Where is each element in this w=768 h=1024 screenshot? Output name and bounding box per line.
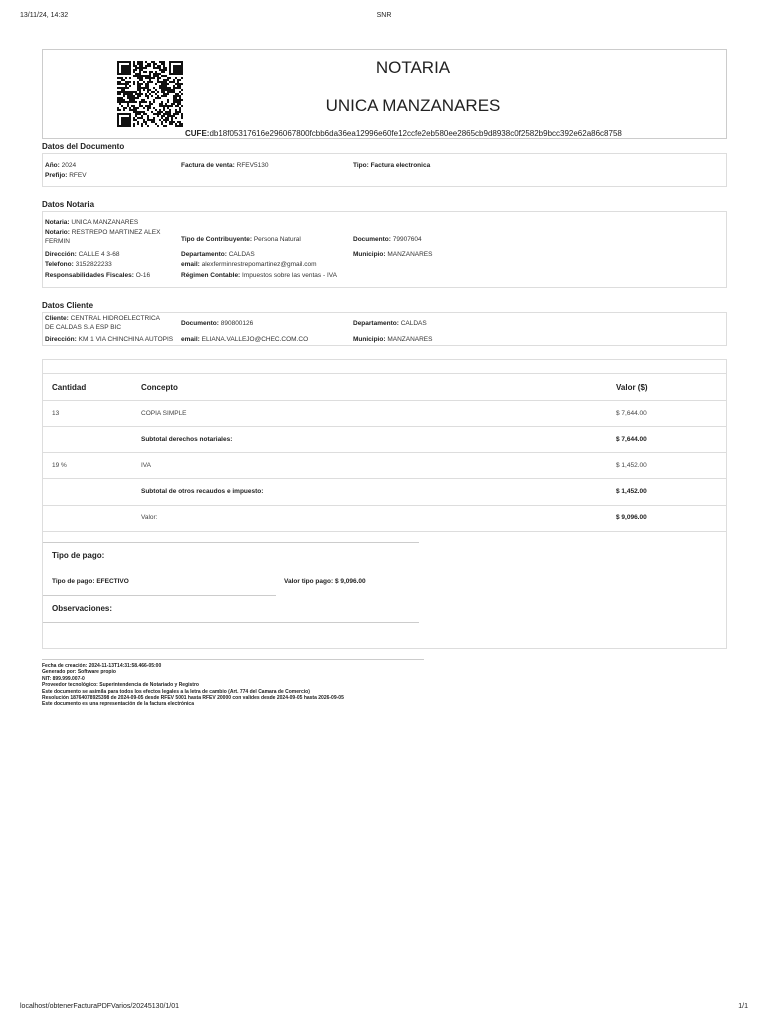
meta-representacion: Este documento es una representación de la factura electrónica <box>42 701 194 708</box>
notaria-name: UNICA MANZANARES <box>325 96 501 115</box>
divider <box>43 542 419 543</box>
cliente-box <box>42 312 727 346</box>
documento-prefijo: Prefijo: RFEV <box>45 172 87 179</box>
table-row <box>43 505 726 506</box>
print-page: 1/1 <box>738 1003 748 1010</box>
row5-concepto: Valor: <box>141 514 158 521</box>
tipo-pago: Tipo de pago: EFECTIVO <box>52 578 129 585</box>
notaria-nombre: Notaria: UNICA MANZANARES <box>45 219 139 226</box>
col-valor: Valor ($) <box>616 383 648 392</box>
print-header <box>20 12 748 22</box>
cliente-documento: Documento: 890800126 <box>181 320 254 327</box>
cufe-value: db18f05317616e296067800fcbb6da36ea12996e60fe12ccfe2eb580ee2865cb9d8938c0f2582b9bcc392e62a86c8758 <box>209 129 622 138</box>
meta-nit: NIT: 899.999.007-0 <box>42 675 85 682</box>
valor-tipo-pago: Valor tipo pago: $ 9,096.00 <box>284 578 366 585</box>
documento-box <box>42 153 727 187</box>
notaria-direccion: Dirección: CALLE 4 3-68 <box>45 251 120 258</box>
row3-valor: $ 1,452.00 <box>616 462 647 469</box>
col-concepto: Concepto <box>141 383 178 392</box>
print-datetime: 13/11/24, 14:32 <box>20 12 69 19</box>
meta-letra-cambio: Este documento se asimila para todos los efectos legales a la letra de cambio (Art. 774 del Camara de Comercio) <box>42 688 310 695</box>
section-title-documento: Datos del Documento <box>42 142 125 151</box>
table-top-line <box>43 373 726 374</box>
items-table <box>42 359 727 649</box>
table-row <box>43 452 726 453</box>
notaria-departamento: Departamento: CALDAS <box>181 251 255 258</box>
notaria-notario: Notario: RESTREPO MARTINEZ ALEX FERMIN <box>45 229 161 245</box>
meta-generado: Generado por: Software propio <box>42 669 116 676</box>
notaria-box <box>42 211 727 288</box>
section-title-notaria: Datos Notaria <box>42 200 95 209</box>
row1-valor: $ 7,644.00 <box>616 410 647 417</box>
notaria-regimen: Régimen Contable: Impuestos sobre las ventas - IVA <box>181 272 337 279</box>
tipo-pago-title: Tipo de pago: <box>52 551 105 560</box>
cliente-municipio: Municipio: MANZANARES <box>353 336 433 343</box>
table-row <box>43 400 726 401</box>
table-bottom-line <box>43 531 726 532</box>
print-title: SNR <box>376 12 392 19</box>
row3-concepto: IVA <box>141 462 151 469</box>
row2-valor: $ 7,644.00 <box>616 436 647 443</box>
notaria-contribuyente: Tipo de Contribuyente: Persona Natural <box>181 236 301 243</box>
row1-cantidad: 13 <box>52 410 60 417</box>
meta-divider <box>42 659 424 660</box>
section-title-cliente: Datos Cliente <box>42 301 94 310</box>
cliente-nombre: Cliente: CENTRAL HIDROELECTRICA DE CALDAS S.A ESP BIC <box>45 315 160 331</box>
invoice-header <box>42 49 727 139</box>
notaria-responsabilidades: Responsabilidades Fiscales: O-16 <box>45 272 151 279</box>
notaria-telefono: Telefono: 3152822233 <box>45 261 112 268</box>
cliente-email: email: ELIANA.VALLEJO@CHEC.COM.CO <box>181 336 309 343</box>
documento-tipo: Tipo: Factura electronica <box>353 162 431 169</box>
table-row <box>43 478 726 479</box>
cliente-direccion: Dirección: KM 1 VIA CHINCHINA AUTOPIS <box>45 336 174 343</box>
print-url: localhost/obtenerFacturaPDFVarios/20245130/1/01 <box>20 1003 180 1010</box>
row1-concepto: COPIA SIMPLE <box>141 410 187 417</box>
row4-valor: $ 1,452.00 <box>616 488 647 495</box>
divider <box>43 595 276 596</box>
observaciones-title: Observaciones: <box>52 604 113 613</box>
row5-valor: $ 9,096.00 <box>616 514 647 521</box>
table-row <box>43 426 726 427</box>
notaria-documento: Documento: 79907604 <box>353 236 422 243</box>
meta-fecha: Fecha de creación: 2024-11-13T14:31:58.466-05:00 <box>42 663 162 669</box>
documento-anio: Año: 2024 <box>45 162 77 169</box>
cufe-label: CUFE: <box>185 129 210 138</box>
notaria-title: NOTARIA <box>375 58 451 77</box>
row2-concepto: Subtotal derechos notariales: <box>141 436 233 443</box>
col-cantidad: Cantidad <box>52 383 87 392</box>
meta-resolucion: Resolución 18764078925398 de 2024-09-05 desde RFEV 5001 hasta RFEV 20000 con valides desde 2024-09-05 hasta 2026-09-05 <box>42 695 344 702</box>
row4-concepto: Subtotal de otros recaudos e impuesto: <box>141 488 264 495</box>
print-footer <box>20 1003 748 1010</box>
row3-cantidad: 19 % <box>52 462 67 469</box>
document-metadata <box>42 663 344 708</box>
cufe <box>185 129 622 138</box>
cliente-departamento: Departamento: CALDAS <box>353 320 427 327</box>
notaria-email: email: alexferminrestrepomartinez@gmail.com <box>181 261 317 268</box>
documento-factura: Factura de venta: RFEV5130 <box>181 162 269 169</box>
meta-proveedor: Proveedor tecnológico: Superintendencia de Notariado y Registro <box>42 682 199 689</box>
divider <box>43 622 419 623</box>
notaria-municipio: Municipio: MANZANARES <box>353 251 433 258</box>
